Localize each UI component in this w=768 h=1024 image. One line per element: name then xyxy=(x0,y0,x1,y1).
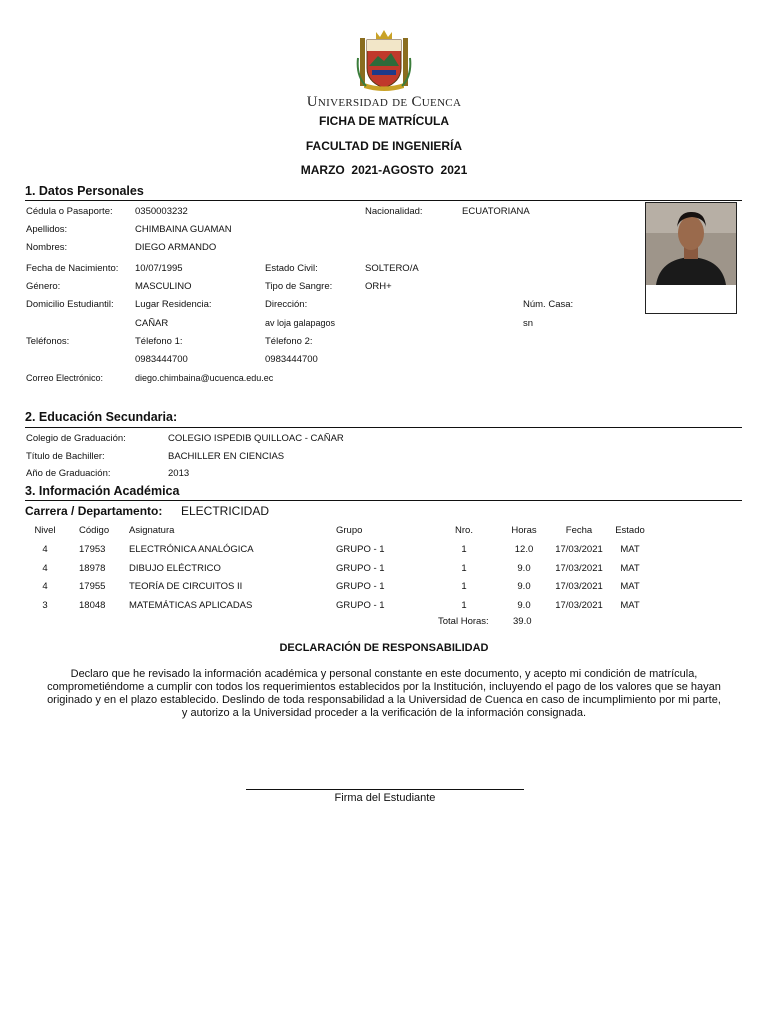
career-value: ELECTRICIDAD xyxy=(181,504,270,518)
course-cell-date: 17/03/2021 xyxy=(555,544,603,555)
course-cell-number: 1 xyxy=(461,562,467,574)
column-header-level: Nivel xyxy=(34,525,56,536)
blood-type-value: ORH+ xyxy=(365,281,392,292)
phones-label: Teléfonos: xyxy=(26,336,70,347)
grad-year-label: Año de Graduación: xyxy=(26,468,111,479)
email-value: diego.chimbaina@ucuenca.edu.ec xyxy=(135,373,274,383)
course-cell-code: 18048 xyxy=(79,599,106,611)
column-header-subject: Asignatura xyxy=(129,525,175,536)
career-label: Carrera / Departamento: xyxy=(25,504,163,518)
grad-year-value: 2013 xyxy=(168,468,190,479)
course-cell-status: MAT xyxy=(620,562,640,574)
course-cell-hours: 9.0 xyxy=(517,599,531,611)
id-value: 0350003232 xyxy=(135,206,188,217)
course-cell-status: MAT xyxy=(620,599,640,611)
names-value: DIEGO ARMANDO xyxy=(135,242,217,253)
degree-value: BACHILLER EN CIENCIAS xyxy=(168,451,285,462)
course-cell-status: MAT xyxy=(620,544,640,555)
id-label: Cédula o Pasaporte: xyxy=(26,206,113,217)
course-cell-subject: ELECTRÓNICA ANALÓGICA xyxy=(129,544,254,555)
house-number-value: sn xyxy=(523,318,534,329)
declaration-line: Declaro que he revisado la información académica y personal constante en este documento, y acepto mi condición de matrícula, xyxy=(70,668,698,680)
course-cell-date: 17/03/2021 xyxy=(555,599,603,611)
declaration-line: originado y en el plazo establecido. Deslindo de toda responsabilidad a la Universidad de Cuenca en caso de incumplimiento por mi parte, xyxy=(47,694,721,706)
course-cell-level: 4 xyxy=(42,544,48,555)
university-crest-logo xyxy=(356,28,412,94)
section-divider xyxy=(25,200,742,201)
course-cell-level: 4 xyxy=(42,581,48,592)
birth-label: Fecha de Nacimiento: xyxy=(26,263,119,274)
domicile-label: Domicilio Estudiantil: xyxy=(26,299,114,310)
course-cell-code: 18978 xyxy=(79,562,106,574)
signature-label: Firma del Estudiante xyxy=(334,792,436,804)
course-cell-subject: TEORÍA DE CIRCUITOS II xyxy=(129,581,243,592)
course-cell-hours: 9.0 xyxy=(517,581,531,592)
course-cell-group: GRUPO - 1 xyxy=(336,581,385,592)
column-header-code: Código xyxy=(79,525,110,536)
course-cell-group: GRUPO - 1 xyxy=(336,562,385,574)
address-value: av loja galapagos xyxy=(265,318,336,328)
surname-value: CHIMBAINA GUAMAN xyxy=(135,224,232,235)
total-hours-value: 39.0 xyxy=(513,616,532,627)
blood-type-label: Tipo de Sangre: xyxy=(265,281,333,292)
column-header-status: Estado xyxy=(615,525,645,536)
email-label: Correo Electrónico: xyxy=(26,373,104,383)
residence-label: Lugar Residencia: xyxy=(135,299,212,310)
degree-label: Título de Bachiller: xyxy=(26,451,105,462)
personal-section-title: 1. Datos Personales xyxy=(25,184,144,198)
course-cell-code: 17955 xyxy=(79,581,106,592)
course-cell-status: MAT xyxy=(620,581,640,592)
section-divider xyxy=(25,500,742,501)
course-cell-level: 3 xyxy=(42,599,48,611)
form-title: FICHA DE MATRÍCULA xyxy=(319,114,449,128)
course-cell-date: 17/03/2021 xyxy=(555,562,603,574)
university-name: Universidad de Cuenca xyxy=(306,94,462,110)
period-title: MARZO 2021-AGOSTO 2021 xyxy=(300,163,468,177)
declaration-line: comprometiéndome a cumplir con todos los requerimientos establecidos por la Institución, incluyendo el pago de los valores que se hayan xyxy=(47,681,721,693)
address-label: Dirección: xyxy=(265,299,308,310)
course-cell-code: 17953 xyxy=(79,544,106,555)
course-cell-group: GRUPO - 1 xyxy=(336,544,385,555)
civil-status-value: SOLTERO/A xyxy=(365,263,419,274)
course-cell-number: 1 xyxy=(461,581,467,592)
course-cell-number: 1 xyxy=(461,544,467,555)
phone2-value: 0983444700 xyxy=(265,354,318,365)
course-cell-subject: MATEMÁTICAS APLICADAS xyxy=(129,599,253,611)
section-divider xyxy=(25,427,742,428)
nationality-label: Nacionalidad: xyxy=(365,206,423,217)
student-photo xyxy=(645,202,737,314)
faculty-title: FACULTAD DE INGENIERÍA xyxy=(305,139,463,153)
academic-section-title: 3. Información Académica xyxy=(25,484,180,498)
house-number-label: Núm. Casa: xyxy=(523,299,574,310)
names-label: Nombres: xyxy=(26,242,68,253)
total-hours-label: Total Horas: xyxy=(438,616,489,627)
column-header-group: Grupo xyxy=(336,525,363,536)
declaration-line: y autorizo a la Universidad proceder a la verificación de la información consignada. xyxy=(181,707,587,719)
course-cell-hours: 9.0 xyxy=(517,562,531,574)
column-header-number: Nro. xyxy=(455,525,473,536)
course-cell-subject: DIBUJO ELÉCTRICO xyxy=(129,562,221,574)
column-header-date: Fecha xyxy=(565,525,593,536)
secondary-section-title: 2. Educación Secundaria: xyxy=(25,410,178,424)
civil-status-label: Estado Civil: xyxy=(265,263,318,274)
student-portrait-image xyxy=(646,203,736,285)
gender-label: Género: xyxy=(26,281,61,292)
course-cell-hours: 12.0 xyxy=(514,544,534,555)
course-cell-date: 17/03/2021 xyxy=(555,581,603,592)
course-cell-level: 4 xyxy=(42,562,48,574)
declaration-title: DECLARACIÓN DE RESPONSABILIDAD xyxy=(279,642,489,654)
phone1-label: Télefono 1: xyxy=(135,336,183,347)
column-header-hours: Horas xyxy=(511,525,537,536)
signature-line xyxy=(246,789,524,790)
declaration-text xyxy=(0,668,768,720)
course-cell-group: GRUPO - 1 xyxy=(336,599,385,611)
phone2-label: Télefono 2: xyxy=(265,336,313,347)
course-cell-number: 1 xyxy=(461,599,467,611)
birth-value: 10/07/1995 xyxy=(135,263,183,274)
school-label: Colegio de Graduación: xyxy=(26,433,126,444)
gender-value: MASCULINO xyxy=(135,281,192,292)
nationality-value: ECUATORIANA xyxy=(462,206,530,217)
surname-label: Apellidos: xyxy=(26,224,68,235)
school-value: COLEGIO ISPEDIB QUILLOAC - CAÑAR xyxy=(168,433,344,444)
phone1-value: 0983444700 xyxy=(135,354,188,365)
residence-value: CAÑAR xyxy=(135,318,169,329)
